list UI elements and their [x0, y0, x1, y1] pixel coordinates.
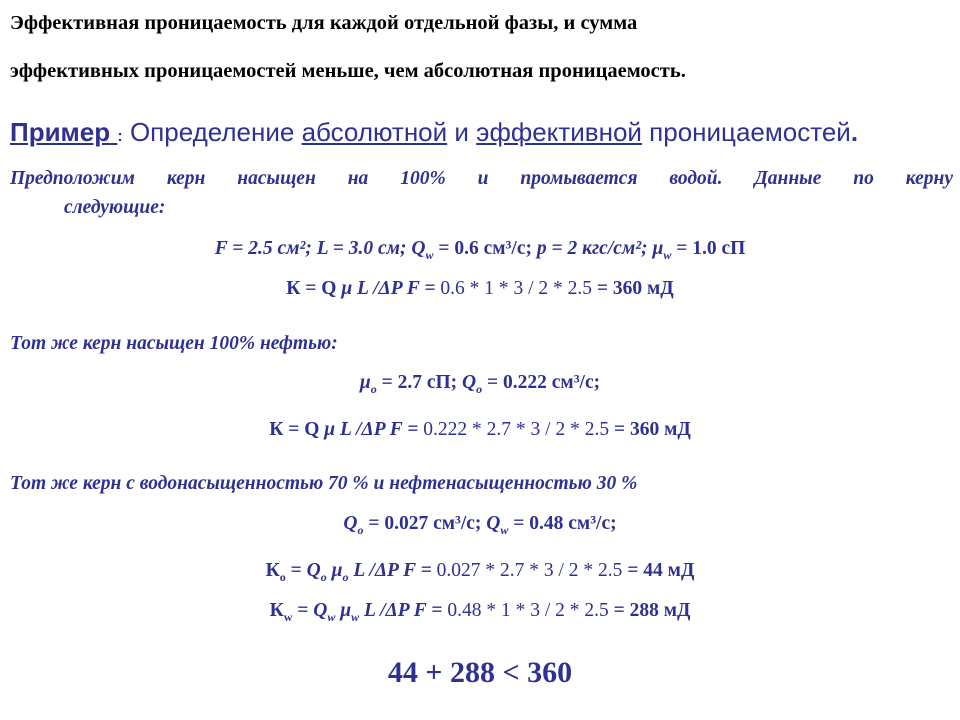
case3-description: Тот же керн с водонасыщенностью 70 % и нефтенасыщенностью 30 %: [10, 473, 638, 494]
heading-text-1: Определение: [129, 117, 295, 147]
heading-effective: эффективной: [476, 117, 642, 147]
case3-given-data: $Q_o = 0.027$ см³/с; $Q_w = 0.48$ см³/с;: [343, 513, 617, 537]
example-heading: [10, 117, 858, 148]
heading-and: и: [454, 117, 469, 147]
heading-colon: :: [117, 128, 123, 145]
case1-formula: К = Q μ L /ΔP F = 0.6 * 1 * 3 / 2 * 2.5 = 360 мД: [286, 278, 674, 299]
delta-symbol: Δ: [361, 419, 374, 440]
conclusion: 44 + 288 < 360: [387, 656, 573, 689]
case1-description-2: следующие:: [64, 197, 166, 218]
case2-description: Тот же керн насыщен 100% нефтью:: [10, 333, 338, 354]
case2-given-data: $\mu_o = 2.7$ сП; $Q_o = 0.222$ см³/с;: [359, 372, 601, 396]
heading-absolute: абсолютной: [301, 117, 448, 147]
heading-text-2: проницаемостей: [649, 117, 851, 147]
case3-formula-oil: $К_o = Q_o$ $\mu_o$ L /ΔP F = 0.027 * 2.7 * 3 / 2 * 2.5 = 44 мД: [265, 560, 695, 584]
mu-symbol: μ: [324, 419, 336, 440]
mu-symbol: μ: [331, 560, 343, 581]
case3-formula-water: $К_w = Q_w$ $\mu_w$ L /ΔP F = 0.48 * 1 * 3 / 2 * 2.5 = 288 мД: [269, 600, 691, 624]
delta-symbol: Δ: [378, 278, 391, 299]
case2-formula: К = Q μ L /ΔP F = 0.222 * 2.7 * 3 / 2 * 2.5 = 360 мД: [269, 419, 691, 440]
case1-description: Предположим керн насыщен на 100% и промывается водой. Данные по керну: [10, 168, 953, 189]
delta-symbol: Δ: [374, 560, 388, 581]
heading-example-word: Пример: [10, 117, 111, 147]
mu-symbol: μ: [341, 278, 353, 299]
mu-symbol: μ: [652, 238, 664, 259]
heading-dot: .: [850, 117, 859, 147]
delta-symbol: Δ: [385, 600, 398, 621]
mu-symbol: μ: [340, 600, 352, 621]
mu-symbol: μ: [359, 372, 371, 393]
intro-line-1: Эффективная проницаемость для каждой отдельной фазы, и сумма: [10, 12, 638, 34]
intro-line-2: эффективных проницаемостей меньше, чем абсолютная проницаемость.: [10, 60, 686, 82]
case1-given-data: F = 2.5 см²; L = 3.0 см; $Q_w = 0.6$ см³/с; p = 2 кгс/см²; $\mu_w = 1.0$ сП: [214, 238, 746, 262]
